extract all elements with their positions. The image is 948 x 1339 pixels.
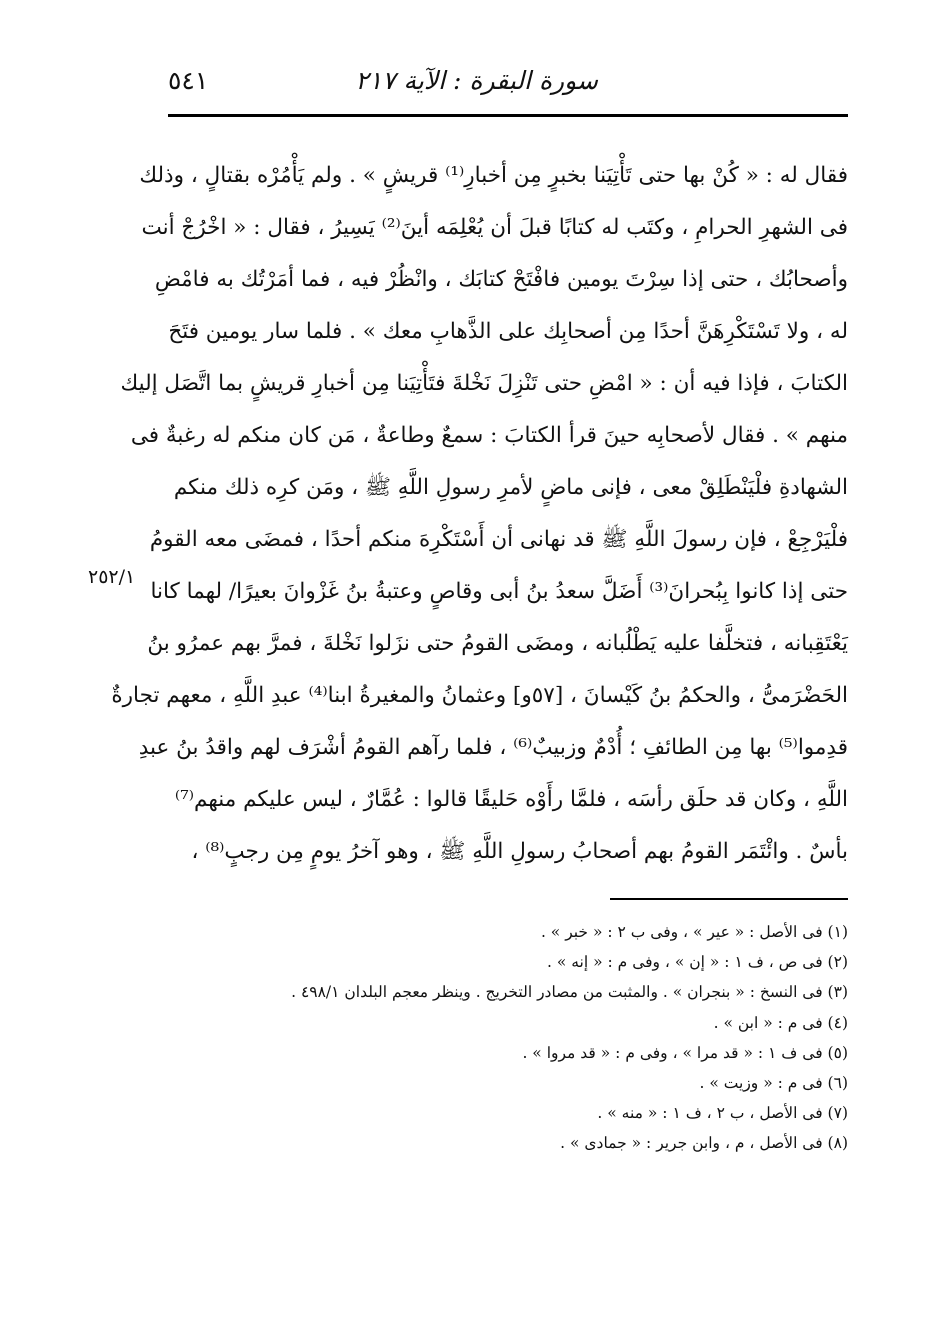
footnotes <box>168 918 848 1160</box>
text-line: بأسٌ . وائْتَمَر القومُ بهم أصحابُ رسولِ اللَّهِ ﷺ ، وهو آخرُ يومٍ مِن رجبٍ⁽⁸⁾ ، <box>191 839 848 864</box>
text-line: حتى إذا كانوا بِبُحرانَ⁽³⁾ أَضَلَّ سعدُ بنُ أبى وقاصٍ وعتبةُ بنُ غَزْوانَ بعيرًا/ لهما كانا <box>150 579 848 604</box>
header-rule <box>168 114 848 117</box>
margin-reference: ٢٥٢/١ <box>88 566 136 588</box>
text-line: يَعْتَقِبانه ، فتخلَّفا عليه يَطْلُبانه ، ومضَى القومُ حتى نزَلوا نَخْلةَ ، فمرَّ بهم عمرُو بنُ <box>147 631 848 656</box>
running-title: سورة البقرة : الآية ٢١٧ <box>355 66 598 95</box>
footnote: (٨) فى الأصل ، م ، وابن جرير : « جمادى » . <box>560 1134 848 1153</box>
text-line: الحَضْرَمىُّ ، والحكمُ بنُ كَيْسانَ ، [٥٧و] وعثمانُ والمغيرةُ ابنا⁽⁴⁾ عبدِ اللَّهِ ، معهم تجارةٌ <box>111 683 848 708</box>
footnote: (٤) فى م : « ابن » . <box>713 1013 848 1032</box>
text-line: قدِموا⁽⁵⁾ بها مِن الطائفِ ؛ أُدْمٌ وزبيبٌ⁽⁶⁾ ، فلما رآهم القومُ أشْرَف لهم واقدُ بنُ عبدِ <box>138 735 848 760</box>
footnote-separator <box>610 898 848 900</box>
text-line: وأصحابُك ، حتى إذا سِرْتَ يومين فافْتَحْ كتابَك ، وانْظُرْ فيه ، فما أمَرْتُك به فامْضِ <box>154 267 848 292</box>
footnote: (٦) فى م : « وزيت » . <box>699 1073 848 1092</box>
footnote: (٥) فى ف ١ : « قد مرا » ، وفى م : « قد مروا » . <box>522 1043 848 1062</box>
text-line: اللَّهِ ، وكان قد حلَق رأسَه ، فلمَّا رأَوْه حَليقًا قالوا : عُمَّارٌ ، ليس عليكم منهم⁽⁷⁾ <box>174 787 848 812</box>
text-line: منهم » . فقال لأصحابِه حينَ قرأ الكتابَ : سمعٌ وطاعةٌ ، مَن كان منكم له رغبةٌ فى <box>130 423 848 448</box>
page-header <box>168 66 848 108</box>
footnote: (٢) فى ص ، ف ١ : « إن » ، وفى م : « إنه » . <box>546 953 848 972</box>
text-line: الشهادةِ فلْيَنْطَلِقْ معى ، فإنى ماضٍ لأمرِ رسولِ اللَّهِ ﷺ ، ومَن كرِه ذلك منكم <box>173 475 848 500</box>
footnote: (٣) فى النسخ : « بنجران » . والمثبت من مصادر التخريج . وينظر معجم البلدان ٤٩٨/١ . <box>291 983 848 1002</box>
text-line: له ، ولا تَسْتَكْرِهَنَّ أحدًا مِن أصحابِك على الذَّهابِ معك » . فلما سار يومين فتَحَ <box>168 319 848 344</box>
text-line: فى الشهرِ الحرامِ ، وكتَب له كتابًا قبلَ أن يُعْلِمَه أينَ⁽²⁾ يَسِيرُ ، فقال : « اخْرُجْ أنت <box>141 215 848 240</box>
text-line: فلْيَرْجِعْ ، فإن رسولَ اللَّهِ ﷺ قد نهانى أن أَسْتَكْرِهَ منكم أحدًا ، فمضَى معه القومُ <box>149 527 848 552</box>
text-line: فقال له : « كُنْ بها حتى تَأْتِيَنا بخبرٍ مِن أخبارِ⁽¹⁾ قريشٍ » . ولم يَأْمُرْه بقتالٍ ، وذلك <box>139 163 848 188</box>
text-line: الكتابَ ، فإذا فيه أن : « امْضِ حتى تَنْزِلَ نَخْلةَ فتَأْتِيَنا مِن أخبارِ قريشٍ بما اتَّصَل إليك <box>120 371 848 396</box>
footnote: (٧) فى الأصل ، ب ٢ ، ف ١ : « منه » . <box>597 1104 848 1123</box>
footnote: (١) فى الأصل : « عير » ، وفى ب ٢ : « خبر » . <box>540 923 848 941</box>
page-number: ٥٤١ <box>168 66 209 95</box>
